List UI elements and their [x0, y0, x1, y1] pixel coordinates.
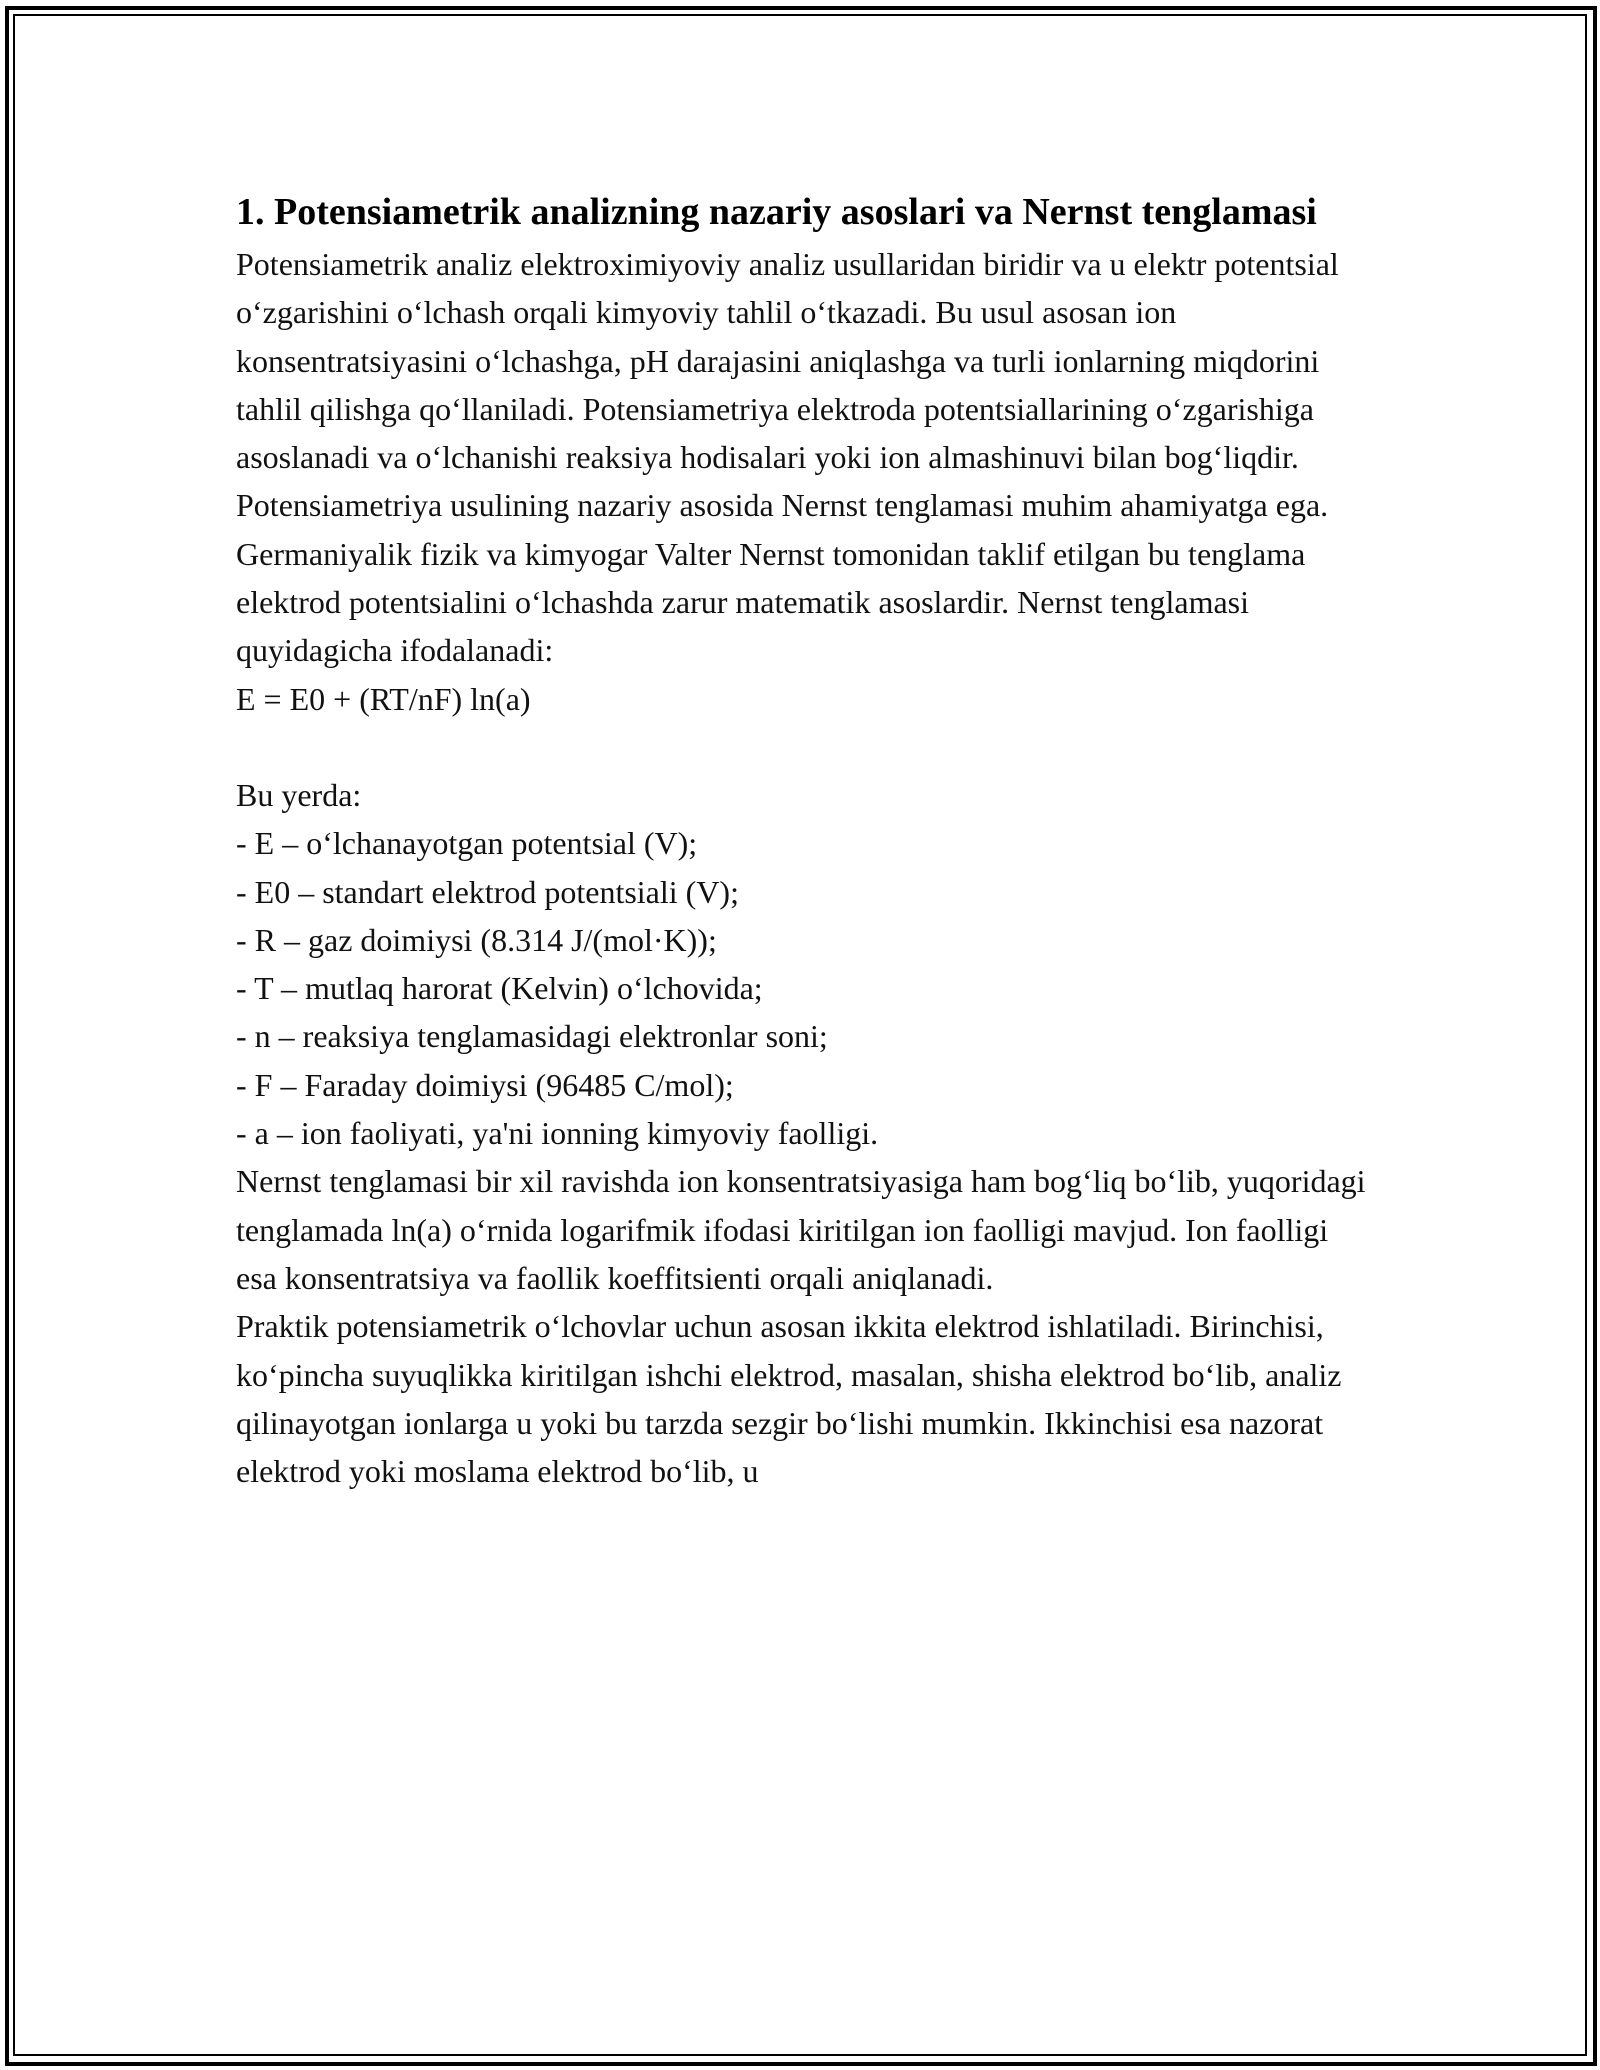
legend-item-a: - a – ion faoliyati, ya'ni ionning kimyoviy faolligi. — [236, 1115, 879, 1152]
paragraph-activity: Nernst tenglamasi bir xil ravishda ion konsentratsiyasiga ham bog‘liq bo‘lib, yuqoridagi tenglamada ln(a) o‘rnida logarifmik ifodasi kiritilgan ion faolligi mavjud. Ion faolligi esa konsentratsiya va faollik koeffitsienti orqali aniqlanadi. — [236, 1163, 1366, 1296]
legend-list — [236, 819, 1376, 1157]
paragraph-nernst: Potensiametriya usulining nazariy asosida Nernst tenglamasi muhim ahamiyatga ega. Germaniyalik fizik va kimyogar Valter Nernst tomonidan taklif etilgan bu tenglama elektrod potentsialini o‘lchashda zarur matematik asoslardir. Nernst tenglamasi quyidagicha ifodalanadi: — [236, 487, 1329, 669]
paragraph-electrodes: Praktik potensiametrik o‘lchovlar uchun asosan ikkita elektrod ishlatiladi. Birinchisi, ko‘pincha suyuqlikka kiritilgan ishchi elektrod, masalan, shisha elektrod bo‘lib, analiz qilinayotgan ionlarga u yoki bu tarzda sezgir bo‘lishi mumkin. Ikkinchisi esa nazorat elektrod yoki moslama elektrod bo‘lib, u — [236, 1308, 1342, 1490]
legend-intro: Bu yerda: — [236, 776, 362, 813]
section-title: 1. Potensiametrik analizning nazariy asoslari va Nernst tenglamasi — [236, 191, 1317, 233]
formula-legend — [236, 771, 1376, 1157]
legend-item-t: - T – mutlaq harorat (Kelvin) o‘lchovida; — [236, 970, 763, 1007]
document-body — [236, 184, 1376, 1495]
legend-item-n: - n – reaksiya tenglamasidagi elektronlar soni; — [236, 1018, 828, 1055]
paragraph-intro: Potensiametrik analiz elektroximiyoviy analiz usullaridan biridir va u elektr potentsial o‘zgarishini o‘lchash orqali kimyoviy tahlil o‘tkazadi. Bu usul asosan ion konsentratsiyasini o‘lchashga, pH darajasini aniqlashga va turli ionlarning miqdorini tahlil qilishga qo‘llaniladi. Potensiametriya elektroda potentsiallarining o‘zgarishiga asoslanadi va o‘lchanishi reaksiya hodisalari yoki ion almashinuvi bilan bog‘liqdir. — [236, 246, 1339, 476]
legend-item-e0: - E0 – standart elektrod potentsiali (V); — [236, 873, 739, 910]
legend-item-r: - R – gaz doimiysi (8.314 J/(mol·K)); — [236, 921, 717, 958]
nernst-formula: E = E0 + (RT/nF) ln(a) — [236, 680, 531, 717]
legend-item-f: - F – Faraday doimiysi (96485 C/mol); — [236, 1066, 734, 1103]
legend-item-e: - E – o‘lchanayotgan potentsial (V); — [236, 825, 698, 862]
